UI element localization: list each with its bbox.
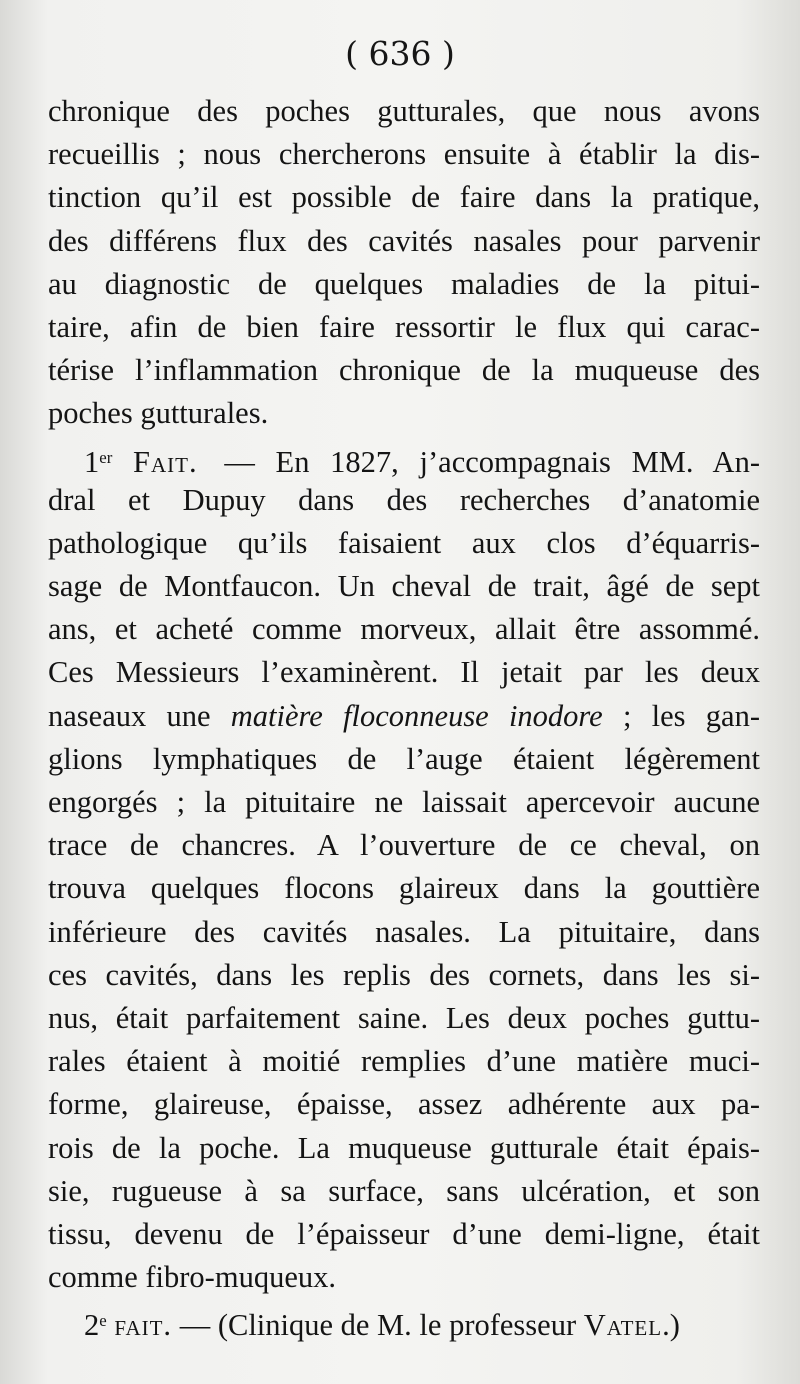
fait2-text: — (Clinique de M. le professeur	[172, 1308, 584, 1343]
fait1-label: Fait.	[133, 444, 198, 479]
text-line: taire, afin de bien faire ressortir le flux qui carac-	[48, 309, 760, 344]
text-line: sie, rugueuse à sa surface, sans ulcération, et son	[48, 1173, 760, 1208]
text-line: recueillis ; nous chercherons ensuite à établir la dis-	[48, 137, 760, 172]
text-line: ans, et acheté comme morveux, allait être assommé.	[48, 612, 760, 647]
text-line: poches gutturales.	[48, 396, 269, 431]
text-line: au diagnostic de quelques maladies de la pitui-	[48, 266, 760, 301]
fait1-heading-line	[48, 436, 760, 479]
text-line: glions lymphatiques de l’auge étaient légèrement	[48, 741, 760, 776]
italic-line-before: naseaux une	[48, 698, 231, 733]
fait2-label: fait.	[114, 1308, 173, 1343]
text-line: pathologique qu’ils faisaient aux clos d’équarris-	[48, 525, 760, 560]
page-number: ( 636 )	[345, 34, 455, 73]
fait2-heading-line	[48, 1299, 760, 1342]
text-line: ces cavités, dans les replis des cornets, dans les si-	[48, 957, 760, 992]
italic-phrase: matière floconneuse inodore	[230, 698, 603, 733]
text-line: inférieure des cavités nasales. La pituitaire, dans	[48, 914, 760, 949]
fait1-number: 1	[84, 444, 100, 479]
text-line: Ces Messieurs l’examinèrent. Il jetait par les deux	[48, 655, 760, 690]
fait1-paragraph-b	[48, 738, 760, 1299]
text-line: nus, était parfaitement saine. Les deux poches guttu-	[48, 1000, 760, 1035]
fait2-number: 2	[84, 1308, 100, 1343]
text-line: comme fibro-muqueux.	[48, 1260, 336, 1295]
fait2-closing: .)	[662, 1308, 680, 1343]
fait1-first-line-text: — En 1827, j’accompagnais MM. An-	[203, 444, 760, 479]
text-line: dral et Dupuy dans des recherches d’anatomie	[48, 482, 760, 517]
fait1-italic-line	[48, 695, 760, 738]
text-line: sage de Montfaucon. Un cheval de trait, âgé de sept	[48, 569, 760, 604]
text-line: tissu, devenu de l’épaisseur d’une demi-ligne, était	[48, 1216, 760, 1251]
text-line: engorgés ; la pituitaire ne laissait apercevoir aucune	[48, 785, 760, 819]
fait1-superscript: er	[99, 447, 113, 467]
text-line: forme, glaireuse, épaisse, assez adhérente aux pa-	[48, 1087, 760, 1122]
text-line: tinction qu’il est possible de faire dans la pratique,	[48, 180, 760, 215]
text-line: rales étaient à moitié remplies d’une matière muci-	[48, 1044, 760, 1079]
paragraph-intro	[48, 90, 760, 436]
fait2-professor-name: Vatel	[583, 1308, 663, 1343]
text-line: des différens flux des cavités nasales pour parvenir	[48, 223, 760, 258]
text-line: trace de chancres. A l’ouverture de ce cheval, on	[48, 828, 760, 863]
text-line: rois de la poche. La muqueuse gutturale était épais-	[48, 1130, 760, 1165]
text-line: chronique des poches gutturales, que nous avons	[48, 94, 760, 128]
text-line: térise l’inflammation chronique de la muqueuse des	[48, 353, 760, 388]
italic-line-after: ; les gan-	[602, 698, 760, 733]
fait2-superscript: e	[99, 1311, 107, 1331]
fait1-paragraph-a	[48, 479, 760, 695]
text-line: trouva quelques flocons glaireux dans la gouttière	[48, 871, 760, 906]
text-body	[48, 90, 760, 1342]
